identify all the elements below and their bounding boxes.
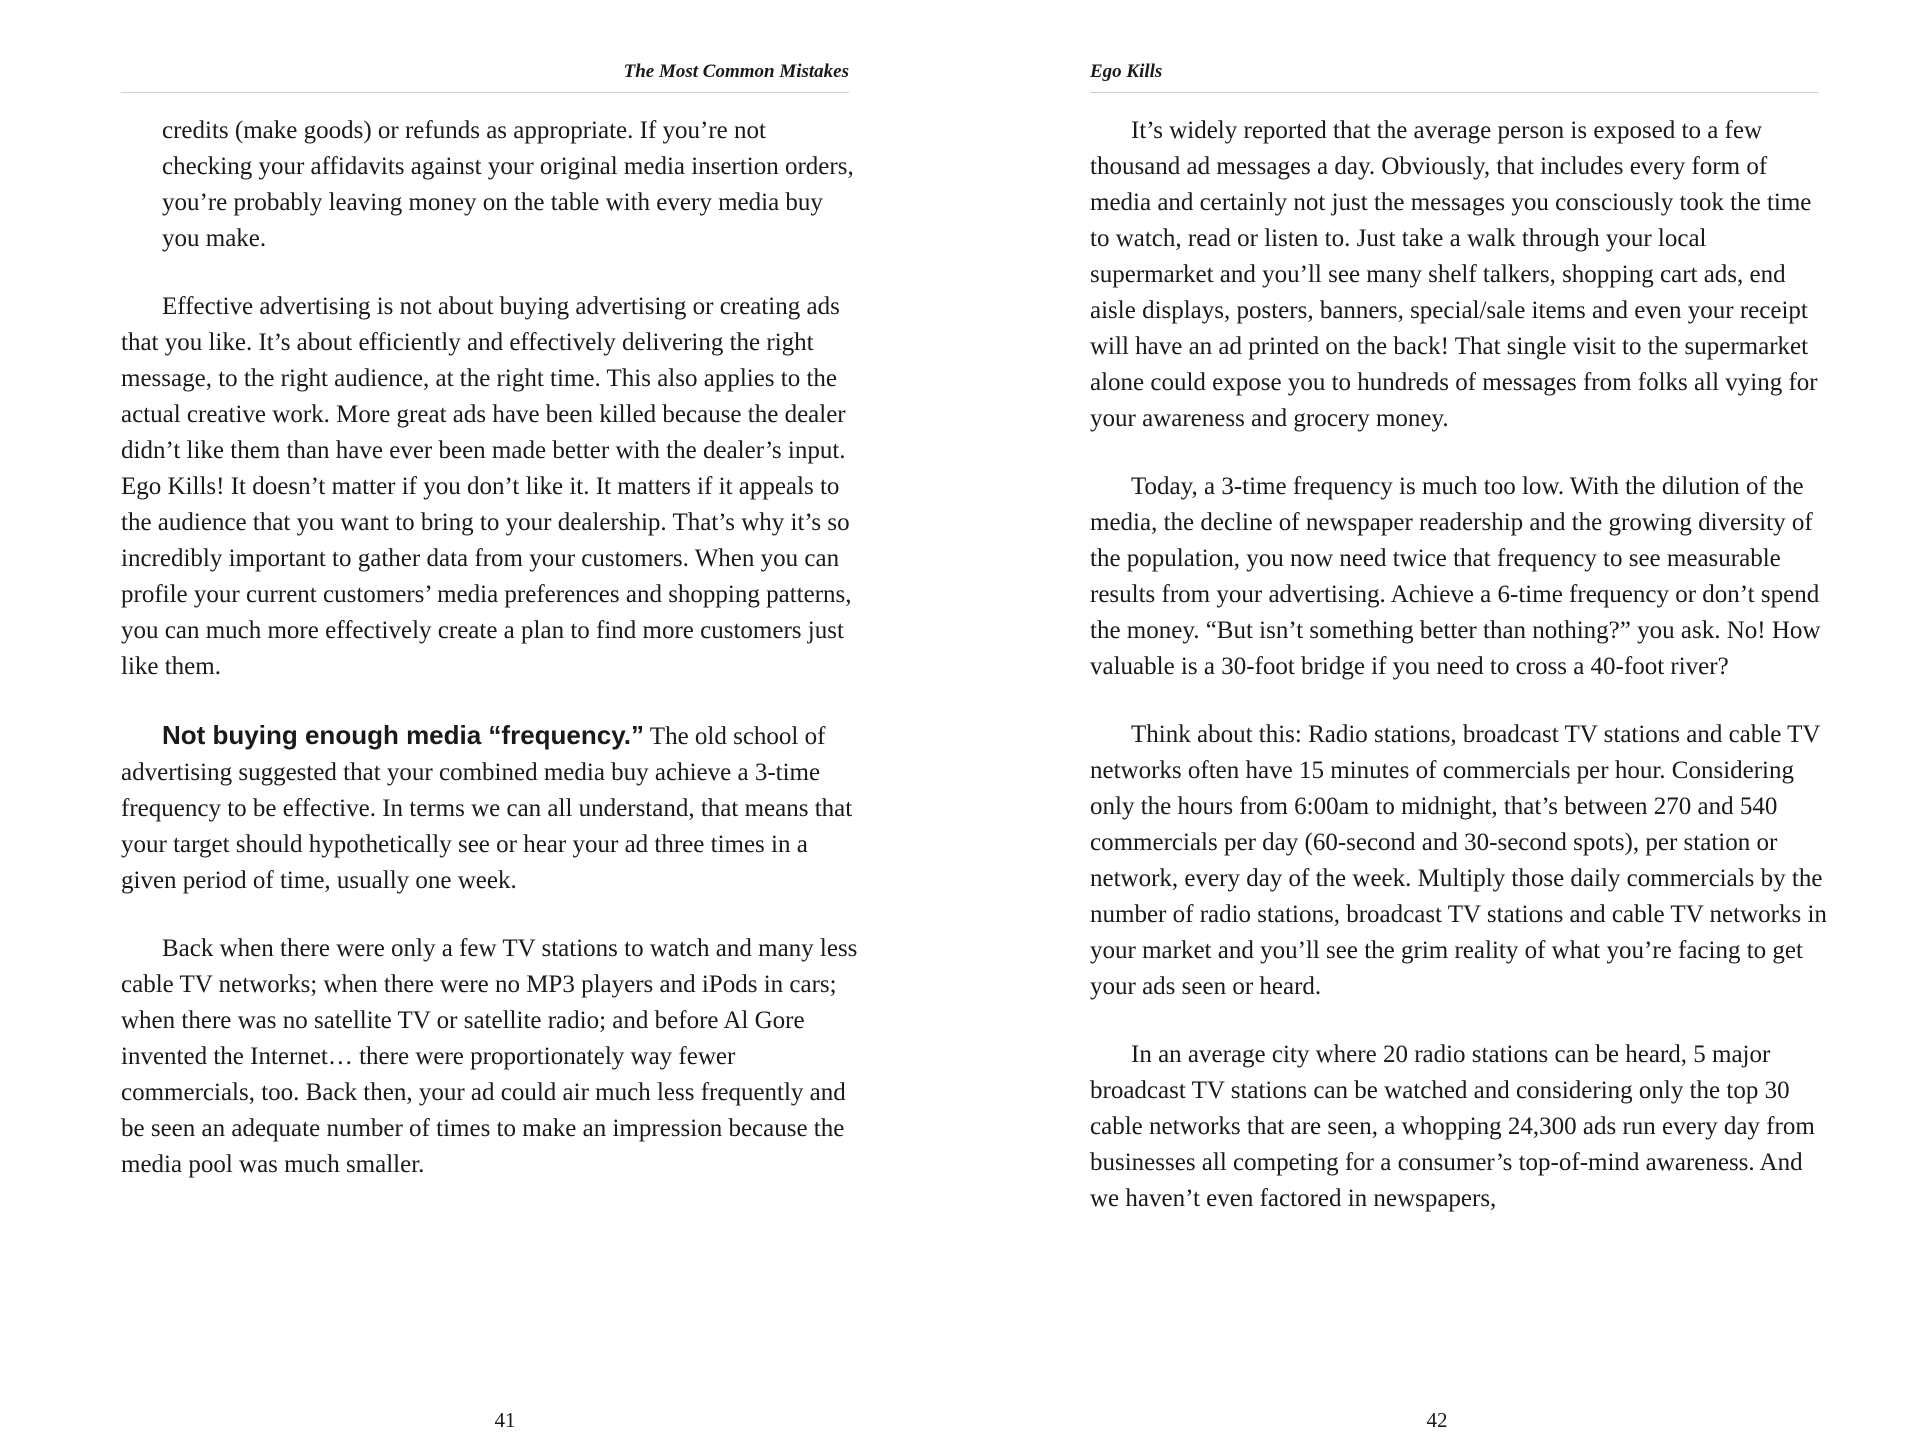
paragraph: Today, a 3-time frequency is much too low. With the dilution of the media, the decline of newspaper readership and the growing diversity of the population, you now need twice that frequency to see measurable results from your advertising. Achieve a 6-time frequency or don’t spend the money. “But isn’t something better than nothing?” you ask. No! How valuable is a 30-foot bridge if you need to cross a 40-foot river? [1090,473,1821,680]
running-head-right: Ego Kills [1090,60,1818,93]
right-page-body [1090,113,1830,1217]
right-page [960,0,1920,1440]
section-heading: Not buying enough media “frequency.” [162,720,644,750]
paragraph: Effective advertising is not about buying advertising or creating ads that you like. It’s about efficiently and effectively delivering the right message, to the right audience, at the right time. This also applies to the actual creative work. More great ads have been killed because the dealer didn’t like them than have ever been made better with the dealer’s input. Ego Kills! It doesn’t matter if you don’t like it. It matters if it appeals to the audience that you want to bring to your dealership. That’s why it’s so incredibly important to gather data from your customers. When you can profile your current customers’ media preferences and shopping patterns, you can much more effectively create a plan to find more customers just like them. [121,293,852,680]
left-page-body [121,113,861,1183]
paragraph: Think about this: Radio stations, broadcast TV stations and cable TV networks often have 15 minutes of commercials per hour. Considering only the hours from 6:00am to midnight, that’s between 270 and 540 commercials per day (60-second and 30-second spots), per station or network, every day of the week. Multiply those daily commercials by the number of radio stations, broadcast TV stations and cable TV networks in your market and you’ll see the grim reality of what you’re facing to get your ads seen or heard. [1090,721,1827,1000]
paragraph: credits (make goods) or refunds as appropriate. If you’re not checking your affidavits against your original media insertion orders, you’re probably leaving money on the table with every media buy you make. [162,117,854,252]
paragraph: It’s widely reported that the average person is exposed to a few thousand ad messages a day. Obviously, that includes every form of media and certainly not just the messages you consciously took the time to watch, read or listen to. Just take a walk through your local supermarket and you’ll see many shelf talkers, shopping cart ads, end aisle displays, posters, banners, special/sale items and even your receipt will have an ad printed on the back! That single visit to the supermarket alone could expose you to hundreds of messages from folks all vying for your awareness and grocery money. [1090,117,1818,432]
paragraph: Back when there were only a few TV stations to watch and many less cable TV networks; when there were no MP3 players and iPods in cars; when there was no satellite TV or satellite radio; and before Al Gore invented the Internet… there were proportionately way fewer commercials, too. Back then, your ad could air much less frequently and be seen an adequate number of times to make an impression because the media pool was much smaller. [121,935,858,1178]
page-number-right: 42 [1426,1408,1448,1432]
running-head-left: The Most Common Mistakes [121,60,849,93]
paragraph-with-heading [121,717,861,899]
page-number-left: 41 [494,1408,516,1432]
paragraph: In an average city where 20 radio stations can be heard, 5 major broadcast TV stations can be watched and considering only the top 30 cable networks that are seen, a whopping 24,300 ads run every day from businesses all competing for a consumer’s top-of-mind awareness. And we haven’t even factored in newspapers, [1090,1041,1815,1212]
paragraph-text: The old school of advertising suggested that your combined media buy achieve a 3-time frequency to be effective. In terms we can all understand, that means that your target should hypothetically see or hear your ad three times in a given period of time, usually one week. [121,723,853,894]
